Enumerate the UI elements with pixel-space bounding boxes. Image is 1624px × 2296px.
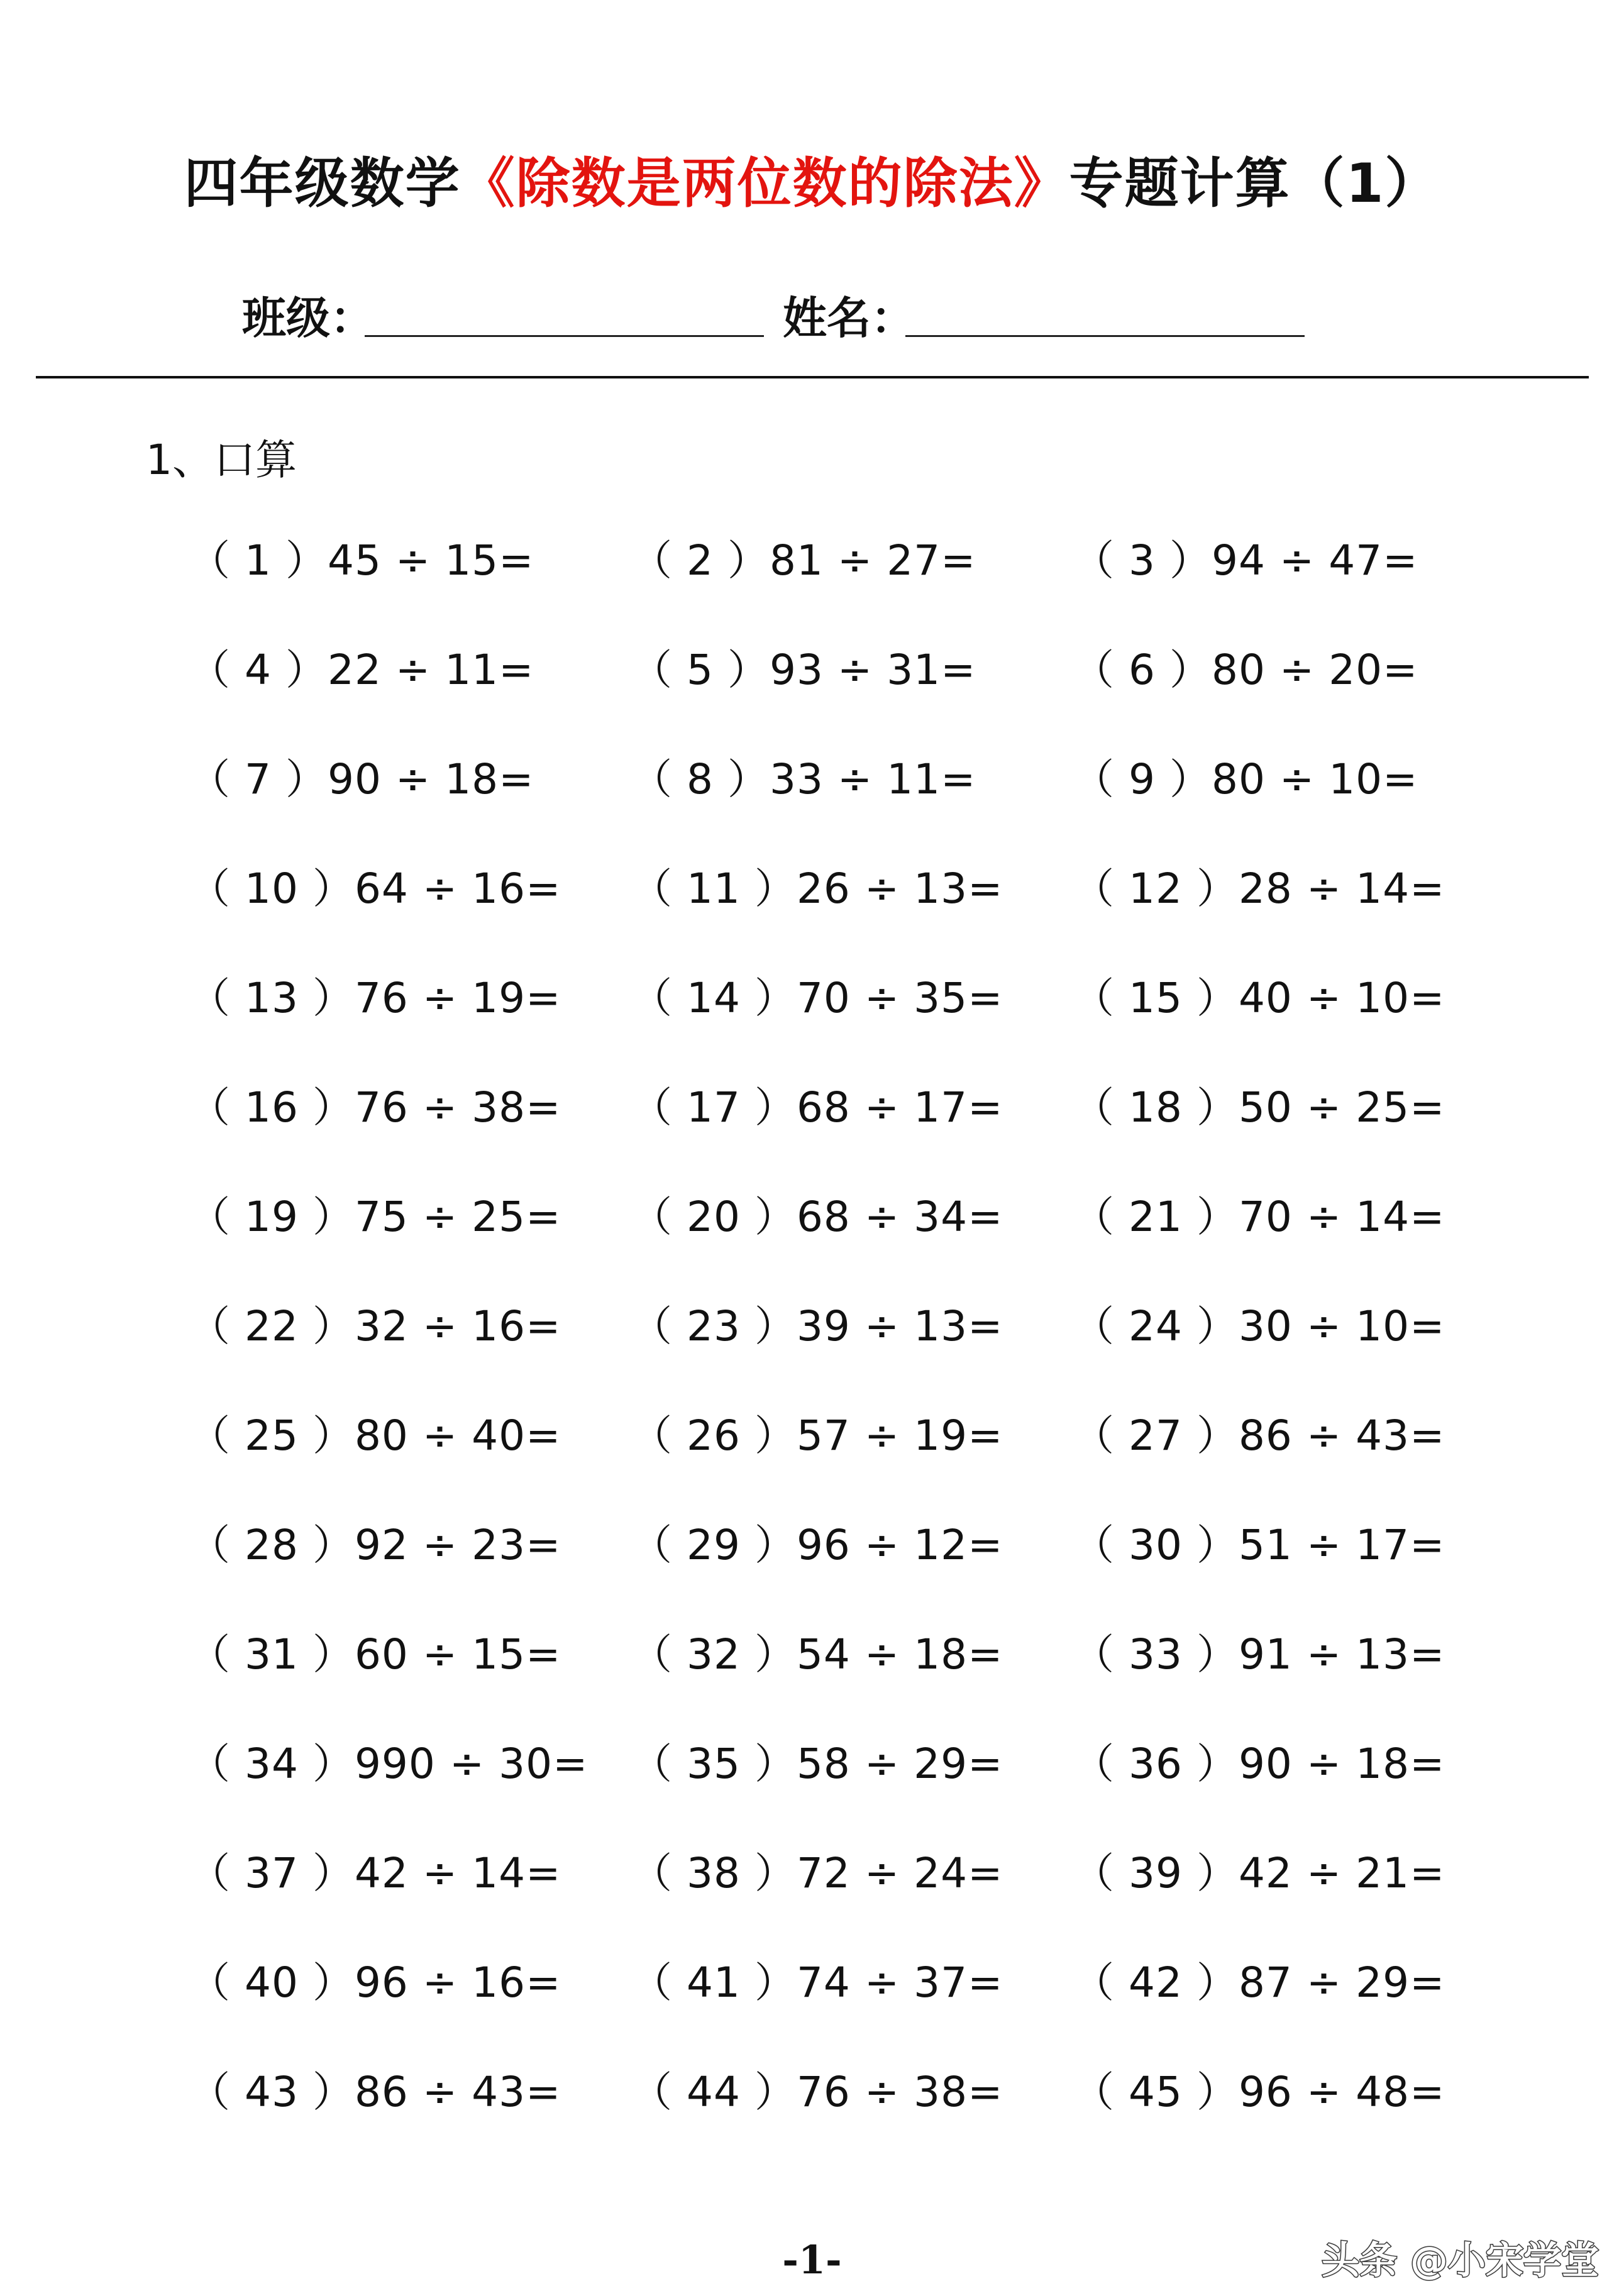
problem-item: （ 38 ）72 ÷ 24=	[631, 1849, 1003, 1897]
problem-item: （ 2 ）81 ÷ 27=	[631, 536, 976, 585]
problem-item: （ 16 ）76 ÷ 38=	[189, 1083, 561, 1132]
problem-item: （ 10 ）64 ÷ 16=	[189, 864, 561, 913]
problem-item: （ 27 ）86 ÷ 43=	[1073, 1411, 1445, 1460]
problem-item: （ 26 ）57 ÷ 19=	[631, 1411, 1003, 1460]
problem-item: （ 25 ）80 ÷ 40=	[189, 1411, 561, 1460]
name-label: 姓名：	[783, 292, 915, 344]
problem-item: （ 32 ）54 ÷ 18=	[631, 1630, 1003, 1679]
problem-item: （ 34 ）990 ÷ 30=	[189, 1740, 588, 1788]
problem-item: （ 20 ）68 ÷ 34=	[631, 1193, 1003, 1241]
problem-item: （ 8 ）33 ÷ 11=	[631, 755, 976, 803]
section-heading: 1、口算	[146, 436, 297, 484]
problem-item: （ 1 ）45 ÷ 15=	[189, 536, 534, 585]
page-title	[0, 140, 1624, 218]
student-info-row	[242, 283, 1374, 344]
problem-item: （ 15 ）40 ÷ 10=	[1073, 974, 1445, 1022]
problem-item: （ 9 ）80 ÷ 10=	[1073, 755, 1418, 803]
problem-item: （ 6 ）80 ÷ 20=	[1073, 646, 1418, 694]
problem-item: （ 21 ）70 ÷ 14=	[1073, 1193, 1445, 1241]
header-divider	[36, 376, 1589, 378]
problem-item: （ 42 ）87 ÷ 29=	[1073, 1958, 1445, 2007]
problem-item: （ 18 ）50 ÷ 25=	[1073, 1083, 1445, 1132]
problem-item: （ 36 ）90 ÷ 18=	[1073, 1740, 1445, 1788]
title-highlight: 《除数是两位数的除法》	[460, 152, 1069, 215]
problem-item: （ 44 ）76 ÷ 38=	[631, 2068, 1003, 2116]
problem-item: （ 35 ）58 ÷ 29=	[631, 1740, 1003, 1788]
problem-item: （ 3 ）94 ÷ 47=	[1073, 536, 1418, 585]
problem-item: （ 45 ）96 ÷ 48=	[1073, 2068, 1445, 2116]
problem-item: （ 23 ）39 ÷ 13=	[631, 1302, 1003, 1350]
problem-item: （ 7 ）90 ÷ 18=	[189, 755, 534, 803]
name-blank-line[interactable]	[905, 335, 1305, 337]
problem-item: （ 11 ）26 ÷ 13=	[631, 864, 1003, 913]
watermark: 头条 @小宋学堂	[1322, 2239, 1599, 2283]
problem-item: （ 13 ）76 ÷ 19=	[189, 974, 561, 1022]
title-prefix: 四年级数学	[184, 152, 461, 215]
problem-item: （ 40 ）96 ÷ 16=	[189, 1958, 561, 2007]
problem-item: （ 43 ）86 ÷ 43=	[189, 2068, 561, 2116]
problem-item: （ 4 ）22 ÷ 11=	[189, 646, 534, 694]
problem-item: （ 24 ）30 ÷ 10=	[1073, 1302, 1445, 1350]
class-blank-line[interactable]	[365, 335, 764, 337]
problem-item: （ 29 ）96 ÷ 12=	[631, 1521, 1003, 1569]
problem-item: （ 22 ）32 ÷ 16=	[189, 1302, 561, 1350]
problem-item: （ 5 ）93 ÷ 31=	[631, 646, 976, 694]
problem-item: （ 12 ）28 ÷ 14=	[1073, 864, 1445, 913]
problem-item: （ 28 ）92 ÷ 23=	[189, 1521, 561, 1569]
page-number: -1-	[782, 2237, 842, 2283]
class-label: 班级：	[242, 292, 374, 344]
problem-item: （ 31 ）60 ÷ 15=	[189, 1630, 561, 1679]
problem-item: （ 39 ）42 ÷ 21=	[1073, 1849, 1445, 1897]
problem-item: （ 33 ）91 ÷ 13=	[1073, 1630, 1445, 1679]
problem-item: （ 41 ）74 ÷ 37=	[631, 1958, 1003, 2007]
problem-item: （ 30 ）51 ÷ 17=	[1073, 1521, 1445, 1569]
problem-item: （ 37 ）42 ÷ 14=	[189, 1849, 561, 1897]
problem-item: （ 17 ）68 ÷ 17=	[631, 1083, 1003, 1132]
problem-item: （ 14 ）70 ÷ 35=	[631, 974, 1003, 1022]
problem-item: （ 19 ）75 ÷ 25=	[189, 1193, 561, 1241]
title-suffix: 专题计算（1）	[1069, 152, 1440, 215]
